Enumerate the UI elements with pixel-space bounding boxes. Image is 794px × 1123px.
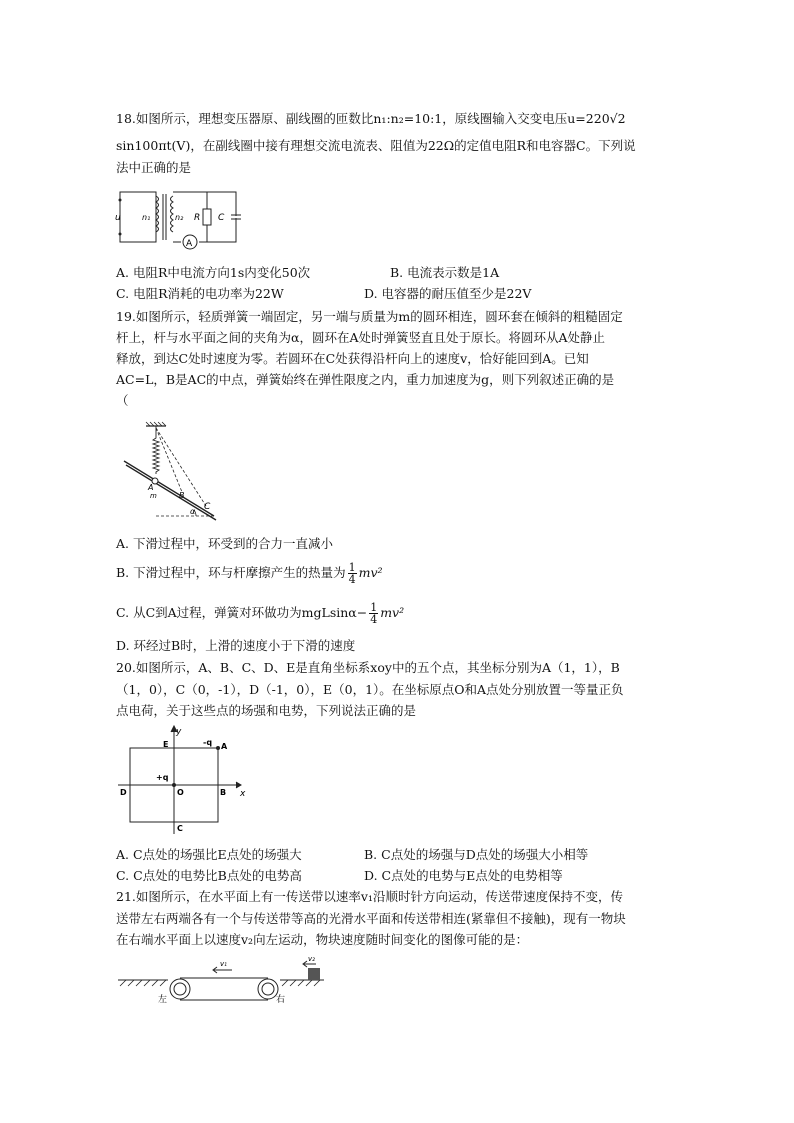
label-ammeter: A bbox=[186, 239, 193, 249]
q19-stem-line3: 释放，到达C处时速度为零。若圆环在C处获得沿杆向上的速度v，恰好能回到A。已知 bbox=[116, 351, 589, 366]
label-v1: v₁ bbox=[220, 960, 227, 968]
q20-stem-line3: 点电荷，关于这些点的场强和电势，下列说法正确的是 bbox=[116, 703, 417, 718]
label-alpha: α bbox=[190, 507, 196, 516]
q19-option-b-suffix: mv² bbox=[358, 565, 383, 580]
q20-option-d: D. C点处的电势与E点处的电势相等 bbox=[364, 868, 563, 883]
q19-stem-line4: AC=L，B是AC的中点，弹簧始终在弹性限度之内，重力加速度为g，则下列叙述正确的是 bbox=[116, 372, 615, 387]
q20-option-c: C. C点处的电势比B点处的电势高 bbox=[116, 868, 302, 883]
label-neg-q: -q bbox=[203, 738, 213, 747]
label-pos-q: +q bbox=[156, 773, 169, 782]
label-y: y bbox=[176, 727, 182, 737]
q18-option-d: D. 电容器的耐压值至少是22V bbox=[364, 286, 532, 301]
label-n1: n₁ bbox=[142, 213, 151, 222]
label-m: m bbox=[150, 492, 157, 500]
q18-option-c: C. 电阻R消耗的电功率为22W bbox=[116, 286, 284, 301]
q19-option-c-suffix: mv² bbox=[380, 605, 405, 620]
label-R: R bbox=[194, 213, 201, 223]
q20-option-b: B. C点处的场强与D点处的场强大小相等 bbox=[364, 847, 589, 862]
label-right: 右 bbox=[276, 995, 286, 1004]
coordinate-charges-figure bbox=[116, 724, 250, 836]
label-u: u bbox=[115, 213, 121, 223]
q18-stem-line2: sin100πt(V)，在副线圈中接有理想交流电流表、阻值为22Ω的定值电阻R和电容器C。下列说 bbox=[116, 138, 636, 153]
q19-option-a: A. 下滑过程中，环受到的合力一直减小 bbox=[116, 536, 333, 551]
frac-den: 4 bbox=[370, 613, 378, 626]
label-v2: v₂ bbox=[308, 955, 315, 963]
q20-stem-line1: 20.如图所示，A、B、C、D、E是直角坐标系xoy中的五个点，其坐标分别为A（1，1），B bbox=[116, 660, 620, 675]
q19-stem-line2: 杆上，杆与水平面之间的夹角为α，圆环在A处时弹簧竖直且处于原长。将圆环从A处静止 bbox=[116, 330, 605, 345]
q19-option-c-text: C. 从C到A过程，弹簧对环做功为mgLsinα− bbox=[116, 605, 368, 620]
q19-option-b-text: B. 下滑过程中，环与杆摩擦产生的热量为 bbox=[116, 565, 346, 580]
q20-option-a: A. C点处的场强比E点处的场强大 bbox=[116, 847, 302, 862]
conveyor-belt-figure bbox=[116, 952, 328, 1004]
label-O: O bbox=[177, 788, 184, 797]
transformer-circuit-figure bbox=[114, 182, 250, 254]
q19-option-d: D. 环经过B时，上滑的速度小于下滑的速度 bbox=[116, 638, 356, 653]
q21-stem-line3: 在右端水平面上以速度v₂向左运动，物块速度随时间变化的图像可能的是： bbox=[116, 932, 529, 947]
q19-option-b-fraction bbox=[348, 562, 357, 585]
label-A20: A bbox=[221, 742, 228, 751]
label-C19: C bbox=[204, 502, 211, 512]
label-left: 左 bbox=[158, 995, 168, 1004]
q18-option-b: B. 电流表示数是1A bbox=[390, 265, 500, 280]
label-A19: A bbox=[148, 483, 154, 492]
q21-stem-line2: 送带左右两端各有一个与传送带等高的光滑水平面和传送带相连(紧靠但不接触)，现有一物块 bbox=[116, 911, 626, 926]
spring-ring-rod-figure bbox=[116, 416, 228, 524]
q18-option-a: A. 电阻R中电流方向1s内变化50次 bbox=[116, 265, 311, 280]
frac-num: 1 bbox=[370, 601, 378, 614]
q19-stem-line5: （ bbox=[116, 393, 129, 408]
label-B20: B bbox=[220, 788, 227, 797]
label-C20: C bbox=[177, 824, 183, 833]
label-n2: n₂ bbox=[175, 213, 184, 222]
label-D: D bbox=[120, 788, 127, 797]
q19-option-c bbox=[116, 598, 404, 628]
frac-num: 1 bbox=[348, 561, 356, 574]
q19-option-c-fraction bbox=[369, 602, 378, 625]
q18-stem-line3: 法中正确的是 bbox=[116, 160, 192, 175]
q21-stem-line1: 21.如图所示，在水平面上有一传送带以速率v₁沿顺时针方向运动，传送带速度保持不变，传 bbox=[116, 889, 623, 904]
label-x: x bbox=[240, 789, 246, 799]
label-C: C bbox=[218, 213, 225, 223]
q19-option-b bbox=[116, 558, 383, 588]
q19-stem-line1: 19.如图所示，轻质弹簧一端固定，另一端与质量为m的圆环相连，圆环套在倾斜的粗糙固定 bbox=[116, 309, 623, 324]
label-E: E bbox=[163, 740, 169, 749]
q20-stem-line2: （1，0），C（0，-1），D（-1，0），E（0，1）。在坐标原点O和A点处分别放置一等量正负 bbox=[116, 682, 624, 697]
label-B19: B bbox=[179, 491, 185, 500]
frac-den: 4 bbox=[348, 573, 356, 586]
q18-stem-line1: 18.如图所示，理想变压器原、副线圈的匝数比n₁:n₂=10:1，原线圈输入交变电压u=220√2 bbox=[116, 111, 626, 126]
